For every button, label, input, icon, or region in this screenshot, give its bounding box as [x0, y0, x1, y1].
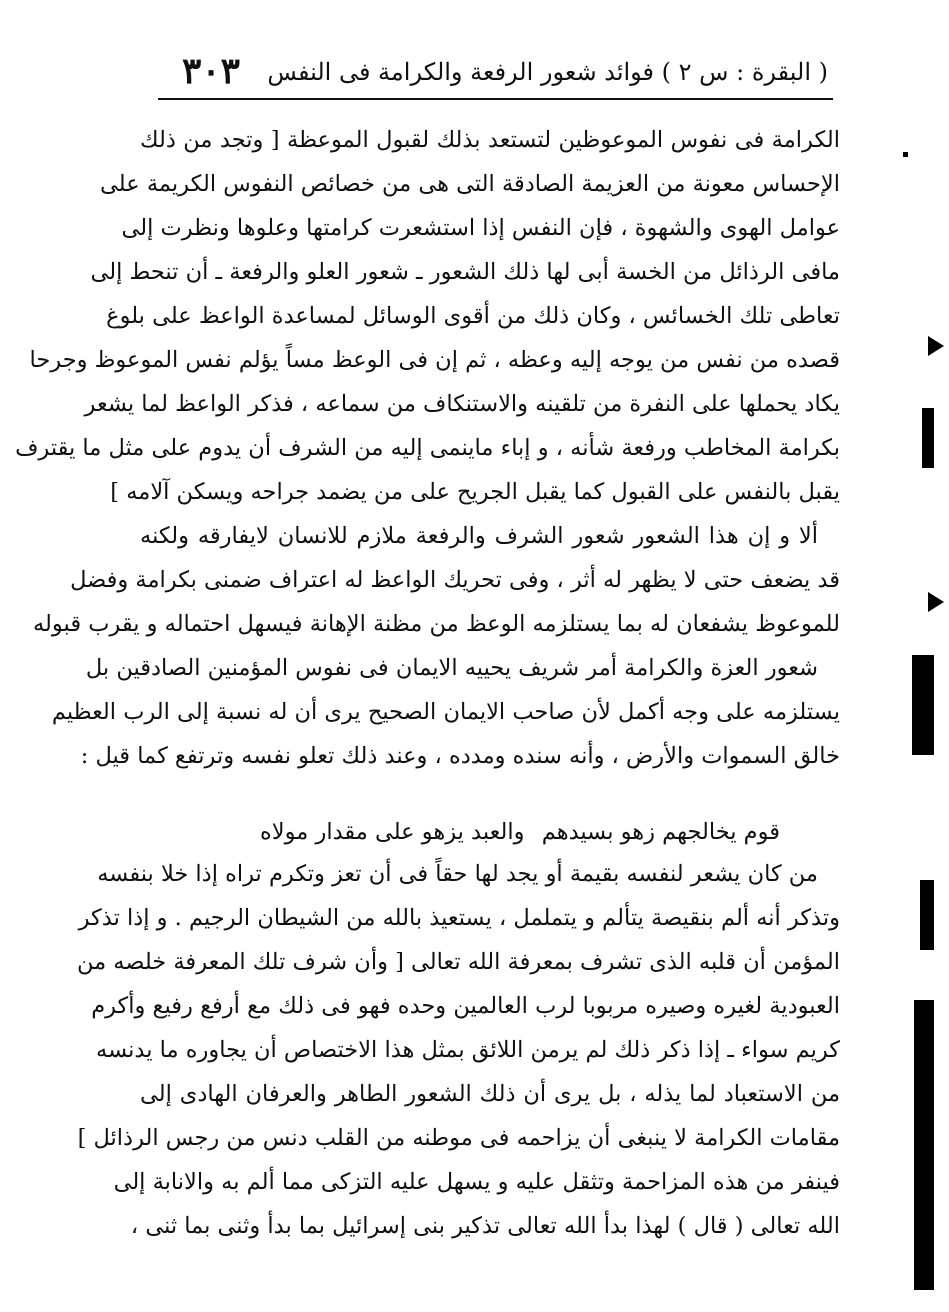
text-line: عوامل الهوى والشهوة ، فإن النفس إذا استشعرت كرامتها وعلوها ونظرت إلى — [121, 215, 840, 241]
scan-mark — [920, 880, 934, 950]
text-line: الكرامة فى نفوس الموعوظين لتستعد بذلك لقبول الموعظة [ وتجد من ذلك — [140, 127, 840, 153]
verse-first-hemistich: قوم يخالجهم زهو بسيدهم — [541, 819, 780, 845]
text-line: شعور العزة والكرامة أمر شريف يحييه الايمان فى نفوس المؤمنين الصادقين بل — [85, 655, 818, 681]
poetry-verse — [260, 812, 780, 852]
text-line: مافى الرذائل من الخسة أبى لها ذلك الشعور ـ شعور العلو والرفعة ـ أن تنحط إلى — [90, 259, 840, 285]
text-line: للموعوظ يشفعان له بما يستلزمه الوعظ من مظنة الإهانة فيسهل احتماله و يقرب قبوله — [32, 611, 840, 637]
header-rule — [158, 98, 833, 100]
text-line: العبودية لغيره وصيره مربوبا لرب العالمين وحده فهو فى ذلك مع أرفع رفيع وأكرم — [91, 993, 840, 1019]
scan-mark — [912, 655, 934, 755]
text-line: يستلزمه على وجه أكمل لأن صاحب الايمان الصحيح يرى أن له نسبة إلى الرب العظيم — [51, 699, 840, 725]
text-line: المؤمن أن قلبه الذى تشرف بمعرفة الله تعالى [ وأن شرف تلك المعرفة خلصه من — [76, 949, 840, 975]
running-title: ( البقرة : س ٢ ) فوائد شعور الرفعة والكرامة فى النفس — [267, 58, 828, 86]
page-header — [158, 52, 828, 96]
text-line: بكرامة المخاطب ورفعة شأنه ، و إباء ماينمى إليه من الشرف أن يدوم على مثل ما يقترف — [15, 435, 840, 461]
text-line: فينفر من هذه المزاحمة وتثقل عليه و يسهل عليه التزكى مما ألم به والانابة إلى — [113, 1169, 840, 1195]
text-line: يكاد يحملها على النفرة من تلقينه والاستنكاف من سماعه ، فذكر الواعظ لما يشعر — [84, 391, 840, 417]
scan-mark-arrow — [928, 592, 944, 612]
text-line: من الاستعباد لما يذله ، بل يرى أن ذلك الشعور الطاهر والعرفان الهادى إلى — [140, 1081, 840, 1107]
text-line: قصده من نفس من يوجه إليه وعظه ، ثم إن فى الوعظ مساً يؤلم نفس الموعوظ وجرحا — [29, 347, 840, 373]
text-line: كريم سواء ـ إذا ذكر ذلك لم يرمن اللائق بمثل هذا الاختصاص أن يجاوره ما يدنسه — [96, 1037, 840, 1063]
text-line: قد يضعف حتى لا يظهر له أثر ، وفى تحريك الواعظ له اعتراف ضمنى بكرامة وفضل — [70, 567, 840, 593]
text-line: تعاطى تلك الخسائس ، وكان ذلك من أقوى الوسائل لمساعدة الواعظ على بلوغ — [106, 303, 840, 329]
text-line: يقبل بالنفس على القبول كما يقبل الجريح على من يضمد جراحه ويسكن آلامه ] — [110, 479, 840, 505]
text-line: ألا و إن هذا الشعور شعور الشرف والرفعة ملازم للانسان لايفارقه ولكنه — [140, 523, 818, 549]
verse-second-hemistich: والعبد يزهو على مقدار مولاه — [260, 819, 525, 845]
scan-mark — [914, 1000, 934, 1290]
text-line: من كان يشعر لنفسه بقيمة أو يجد لها حقاً فى أن تعز وتكرم تراه إذا خلا بنفسه — [97, 861, 818, 887]
scan-mark — [922, 408, 934, 468]
text-line: الإحساس معونة من العزيمة الصادقة التى هى من خصائص النفوس الكريمة على — [100, 171, 840, 197]
scan-mark-arrow — [928, 336, 944, 356]
text-line: وتذكر أنه ألم بنقيصة يتألم و يتململ ، يستعيذ بالله من الشيطان الرجيم . و إذا تذكر — [78, 905, 840, 931]
text-line: مقامات الكرامة لا ينبغى أن يزاحمه فى موطنه من القلب دنس من رجس الرذائل ] — [77, 1125, 840, 1151]
text-line: خالق السموات والأرض ، وأنه سنده ومدده ، وعند ذلك تعلو نفسه وترتفع كما قيل : — [80, 743, 840, 769]
scan-mark — [903, 152, 908, 157]
text-line: الله تعالى ( قال ) لهذا بدأ الله تعالى تذكير بنى إسرائيل بما بدأ وثنى بما ثنى ، — [130, 1213, 840, 1239]
page-number: ٣٠٣ — [182, 50, 241, 92]
